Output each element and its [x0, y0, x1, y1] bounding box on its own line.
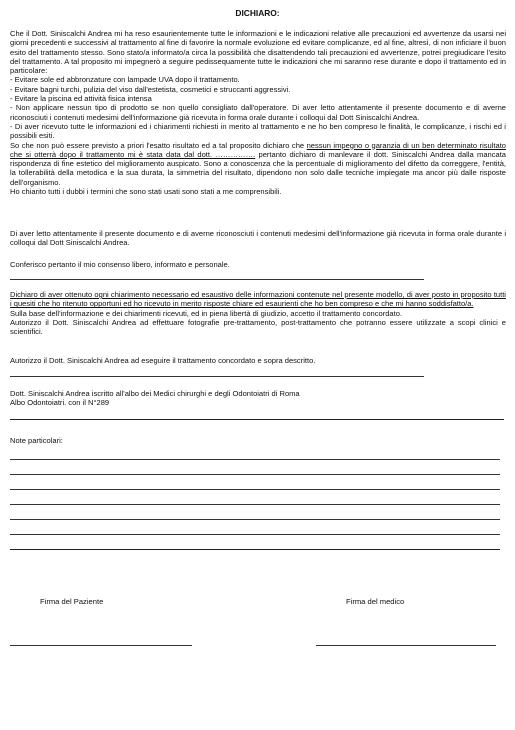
notes-line [10, 549, 500, 550]
result-text-end: pertanto dichiaro di manlevare il dott. Siniscalchi Andrea dalla mancata rispondenza di fine estetico del miglioramento auspicato. Sono a conoscenza che la percentuale di miglioramento del difetto da correggere, l'entità, la tollerabilità della metodica e la sua durata, la simmetria del risultato, dipendono non solo dalle tecniche impiegate ma ancor più dalle risposte dell'organismo. [10, 149, 506, 187]
authorization-signature-line [10, 376, 424, 377]
notes-line [10, 534, 500, 535]
precaution-item: - Evitare sole ed abbronzature con lampade UVA dopo il trattamento. [10, 75, 240, 85]
notes-line [10, 504, 500, 505]
photo-authorization-text: Autorizzo il Dott. Siniscalchi Andrea ad effettuare fotografie pre-trattamento, post-trattamento che potranno essere utilizzate a scopi clinici e scientifici. [10, 317, 506, 337]
notes-line [10, 489, 500, 490]
declaration-paragraph [10, 29, 506, 196]
precaution-item: - Evitare bagni turchi, pulizia del viso dall'estetista, cosmetici e struccanti aggressivi. [10, 84, 291, 94]
notes-line [10, 459, 500, 460]
read-document-text: Di aver letto attentamente il presente documento e di averne riconosciuti i contenuti medesimi dell'informazione già ricevuta in forma orale durante i colloqui dal Dott Siniscalchi Andrea. [10, 229, 506, 248]
section-divider [10, 419, 504, 420]
patient-signature-label: Firma del Paziente [40, 597, 104, 606]
clarified-text: Ho chiarito tutti i dubbi i termini che sono stati usati sono stati a me comprensibili. [10, 187, 282, 197]
doctor-signature-label: Firma del medico [346, 597, 405, 606]
doctor-registration-number: Albo Odontoiatri. con il N°289 [10, 398, 110, 408]
result-text [10, 141, 506, 187]
precaution-item: - Non applicare nessun tipo di prodotto se non quello consigliato dall'operatore. Di aver letto attentamente il presente documento e di averne riconosciuti i contenuti medesimi dell'informazione già ricevuta in forma orale durante i colloqui dal Dott Siniscalchi Andrea. [10, 103, 506, 122]
doctor-registration-line: Dott. Siniscalchi Andrea iscritto all'albo dei Medici chirurghi e degli Odontoiatri di Roma [10, 389, 300, 398]
precaution-item: - Di aver ricevuto tutte le informazioni ed i chiarimenti richiesti in merito al trattamento e ne ho ben compreso le finalità, le complicanze, i rischi ed i possibili esiti. [10, 121, 506, 141]
notes-label: Note particolari: [10, 436, 63, 445]
notes-line [10, 519, 500, 520]
doctor-signature-line [316, 645, 496, 646]
doctor-registration [10, 389, 506, 408]
no-guarantee-text: nessun impegno o garanzia di un ben determinato risultato che si otterrà dopo il trattamento mi è stata data dal dott. ……………. [10, 140, 506, 159]
clarification-paragraph [10, 290, 506, 336]
consent-signature-line [10, 279, 424, 280]
patient-signature-line [10, 645, 192, 646]
result-text-start: So che non può essere previsto a priori l'esatto risultato ed a tal proposito dichiaro che [10, 140, 307, 150]
notes-line [10, 474, 500, 475]
document-title: DICHIARO: [235, 8, 280, 18]
treatment-authorization-text: Autorizzo il Dott. Siniscalchi Andrea ad eseguire il trattamento concordato e sopra descritto. [10, 356, 316, 365]
precaution-item: - Evitare la piscina ed attività fisica intensa [10, 94, 152, 104]
intro-text: Che il Dott. Siniscalchi Andrea mi ha reso esaurientemente tutte le informazioni e le indicazioni relative alle precauzioni ed avvertenze da usarsi nei giorni precedenti e successivi al trattamento al fine di favorire la normale evoluzione ed evitare complicanze, ed al fine, altresì, di non inficiare il buon esito del trattamento stesso. Sono stato/a informato/a circa la possibilità che disattendendo tali precauzioni ed avvertenze, potrei pregiudicare l'esito del trattamento. A tal proposito mi impegnerò a seguire pedissequamente tutte le indicazioni che mi saranno rese durante e dopo il trattamento ed in particolare: [10, 29, 506, 76]
accept-text: Sulla base dell'informazione e dei chiarimenti ricevuti, ed in piena libertà di giudizio, accetto il trattamento concordato. [10, 308, 402, 318]
consent-text: Conferisco pertanto il mio consenso libero, informato e personale. [10, 260, 230, 269]
clarification-text: Dichiaro di aver ottenuto ogni chiarimento necessario ed esaustivo delle informazioni contenute nel presente modello, di aver posto in proposito tutti i quesiti che ho ritenuto opportuni ed ho ricevuto in merito risposte chiare ed esaurienti che ho ben compreso e che mi hanno soddisfatto/a. [10, 290, 506, 309]
